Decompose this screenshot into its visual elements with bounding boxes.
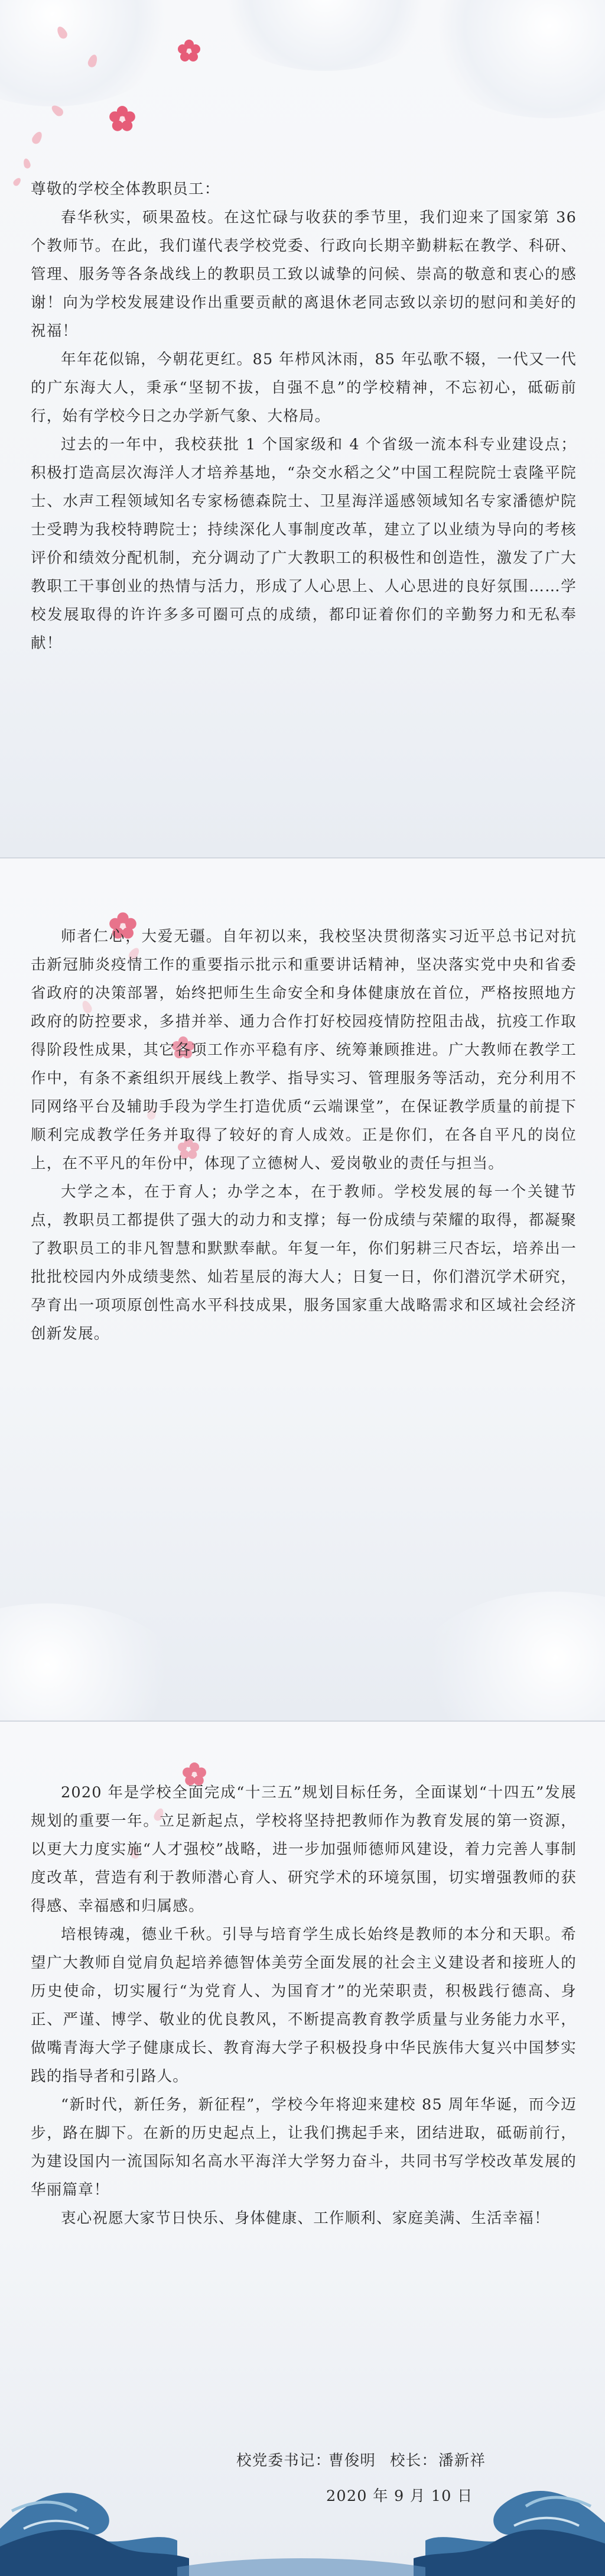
letter-body-part-2	[31, 922, 577, 1348]
plum-blossom-icon	[177, 39, 201, 63]
secretary-label: 校党委书记：	[236, 2452, 331, 2470]
paragraph-new-era: “新时代，新任务，新征程”，学校今年将迎来建校 85 周年华诞，而今迈步，路在脚下。在新的历史起点上，让我们携起手来，团结进取，砥砺前行，为建设国内一流国际知名高水平海洋大学努力奋斗，共同书写学校改革发展的华丽篇章！	[31, 2096, 577, 2199]
paragraph-wishes: 衷心祝愿大家节日快乐、身体健康、工作顺利、家庭美满、生活幸福！	[61, 2209, 550, 2227]
cloud-decoration	[425, 0, 605, 118]
letter-body-part-3	[31, 1778, 577, 2232]
salutation: 尊敬的学校全体教职员工：	[31, 180, 220, 198]
paragraph-anniversary: 年年花似锦，今朝花更红。85 年栉风沐雨，85 年弘歌不辍，一代又一代的广东海大人，秉承“坚韧不拔，自强不息”的学校精神，不忘初心，砥砺前行，始有学校今日之办学新气象、大格局。	[31, 351, 577, 425]
paragraph-pandemic: 师者仁心，大爱无疆。自年初以来，我校坚决贯彻落实习近平总书记对抗击新冠肺炎疫情工作的重要指示批示和重要讲话精神，坚决落实党中央和省委省政府的决策部署，始终把师生生命安全和身体健康放在首位，严格按照地方政府的防控要求，多措并举、通力合作打好校园疫情防控阻击战，抗疫工作取得阶段性成果，其它各项工作亦平稳有序、统筹兼顾推进。广大教师在教学工作中，有条不紊组织开展线上教学、指导实习、管理服务等活动，充分利用不同网络平台及辅助手段为学生打造优质“云端课堂”，在保证教学质量的前提下顺利完成教学任务并取得了较好的育人成效。正是你们，在各自平凡的岗位上，在不平凡的年份中，体现了立德树人、爱岗敬业的责任与担当。	[31, 928, 577, 1172]
letter-panel-2	[0, 858, 605, 1722]
cloud-decoration	[414, 1592, 605, 1722]
falling-petal-icon	[12, 177, 22, 187]
falling-petal-icon	[22, 158, 31, 169]
paragraph-greeting: 春华秋实，硕果盈枝。在这忙碌与收获的季节里，我们迎来了国家第 36 个教师节。在此，我们谨代表学校党委、行政向长期辛勤耕耘在教学、科研、管理、服务等各条战线上的教职员工致以诚挚的问候、崇高的敬意和衷心的感谢！向为学校发展建设作出重要贡献的离退休老同志致以亲切的慰问和美好的祝福！	[31, 209, 577, 340]
plum-blossom-icon	[109, 105, 136, 132]
secretary-name: 曹俊明	[328, 2452, 376, 2470]
letter-date: 2020 年 9 月 10 日	[326, 2487, 473, 2505]
cloud-decoration	[213, 0, 437, 71]
paragraph-mission: 培根铸魂，德业千秋。引导与培育学生成长始终是教师的本分和天职。希望广大教师自觉肩负起培养德智体美劳全面发展的社会主义建设者和接班人的历史使命，切实履行“为党育人、为国育才”的光荣职责，积极践行德高、身正、严谨、博学、敬业的优良教风，不断提高教育教学质量与业务能力水平，做嘴青海大学子健康成长、教育海大学子积极投身中华民族伟大复兴中国梦实践的指导者和引路人。	[31, 1926, 577, 2085]
cloud-decoration	[0, 0, 177, 106]
paragraph-plan: 2020 年是学校全面完成“十三五”规划目标任务，全面谋划“十四五”发展规划的重要一年。立足新起点，学校将坚持把教师作为教育发展的第一资源，以更大力度实施“人才强校”战略，进一步加强师德师风建设，着力完善人事制度改革，营造有利于教师潜心育人、研究学术的环境氛围，切实增强教师的获得感、幸福感和归属感。	[31, 1784, 577, 1915]
paragraph-education: 大学之本，在于育人；办学之本，在于教师。学校发展的每一个关键节点，教职员工都提供了强大的动力和支撑；每一份成绩与荣耀的取得，都凝聚了教职员工的非凡智慧和默默奉献。年复一年，你们躬耕三尺杏坛，培养出一批批校园内外成绩斐然、灿若星辰的海大人；日复一日，你们潜沉学术研究，孕育出一项项原创性高水平科技成果，服务国家重大战略需求和区域社会经济创新发展。	[31, 1183, 577, 1343]
cloud-decoration	[0, 1603, 183, 1722]
ocean-wave-decoration	[0, 2440, 605, 2576]
letter-panel-3	[0, 1722, 605, 2576]
falling-petal-icon	[30, 130, 44, 145]
president-label: 校长：	[390, 2452, 438, 2470]
letter-body-part-1	[31, 175, 577, 657]
letter-panel-1	[0, 0, 605, 858]
president-name: 潘新祥	[438, 2452, 486, 2470]
paragraph-achievements: 过去的一年中，我校获批 1 个国家级和 4 个省级一流本科专业建设点；积极打造高层次海洋人才培养基地，“杂交水稻之父”中国工程院院士袁隆平院士、水声工程领域知名专家杨德森院士、卫星海洋遥感领域知名专家潘德炉院士受聘为我校特聘院士；持续深化人事制度改革，建立了以业绩为导向的考核评价和绩效分配机制，充分调动了广大教职工的积极性和创造性，激发了广大教职工干事创业的热情与活力，形成了人心思上、人心思进的良好氛围……学校发展取得的许许多多可圈可点的成绩，都印证着你们的辛勤努力和无私奉献！	[31, 436, 577, 652]
